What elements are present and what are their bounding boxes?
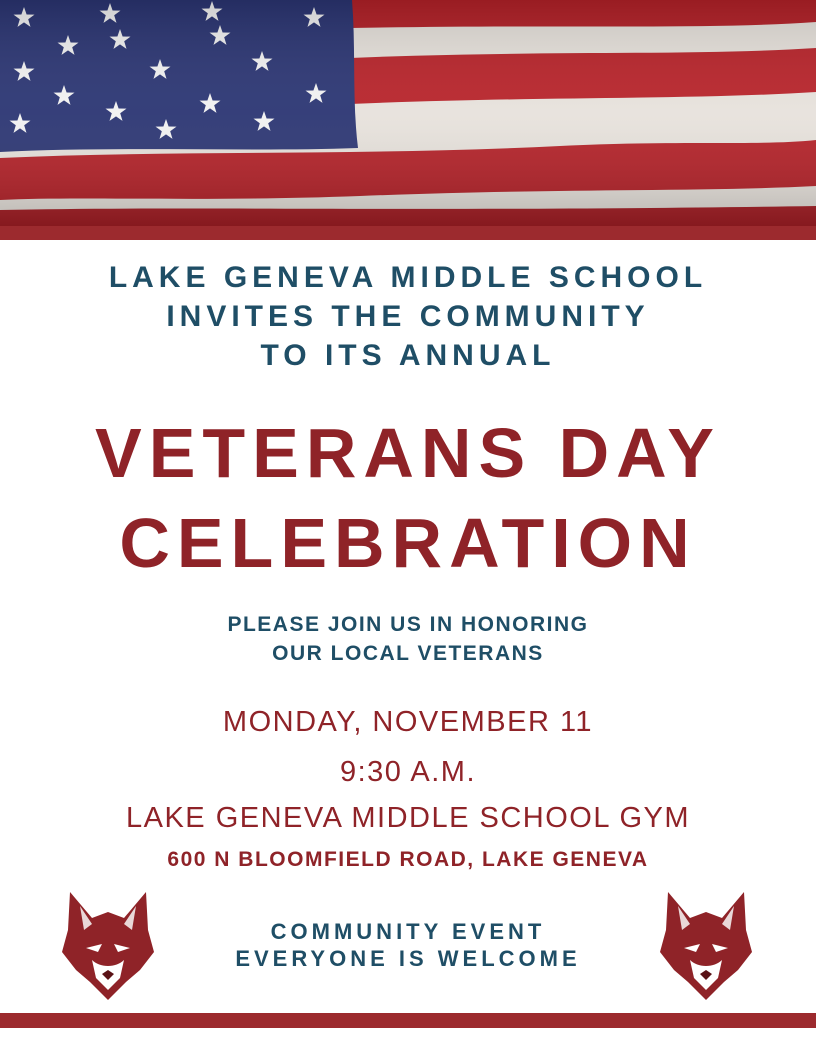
- footer-line-2: EVERYONE IS WELCOME: [235, 946, 581, 971]
- title-line-2: CELEBRATION: [119, 504, 697, 582]
- flag-banner: [0, 0, 816, 226]
- event-address: 600 N BLOOMFIELD ROAD, LAKE GENEVA: [167, 848, 649, 871]
- event-date: MONDAY, NOVEMBER 11: [222, 706, 594, 738]
- invitation-line-3: TO ITS ANNUAL: [260, 339, 556, 372]
- subtitle-line-1: PLEASE JOIN US IN HONORING: [227, 613, 589, 636]
- event-time: 9:30 A.M.: [339, 756, 476, 788]
- invitation-line-1: LAKE GENEVA MIDDLE SCHOOL: [108, 261, 708, 294]
- event-venue: LAKE GENEVA MIDDLE SCHOOL GYM: [125, 802, 691, 834]
- footer-line-1: COMMUNITY EVENT: [270, 919, 546, 944]
- american-flag-icon: [0, 0, 816, 226]
- top-divider: [0, 226, 816, 240]
- wolf-mascot-icon: [62, 890, 154, 1002]
- event-title: [0, 408, 816, 588]
- subtitle: [0, 610, 816, 668]
- wolf-mascot-icon: [660, 890, 752, 1002]
- subtitle-line-2: OUR LOCAL VETERANS: [272, 642, 544, 665]
- invitation-line-2: INVITES THE COMMUNITY: [166, 300, 650, 333]
- invitation-text: [0, 258, 816, 375]
- bottom-divider: [0, 1013, 816, 1028]
- title-line-1: VETERANS DAY: [95, 414, 721, 492]
